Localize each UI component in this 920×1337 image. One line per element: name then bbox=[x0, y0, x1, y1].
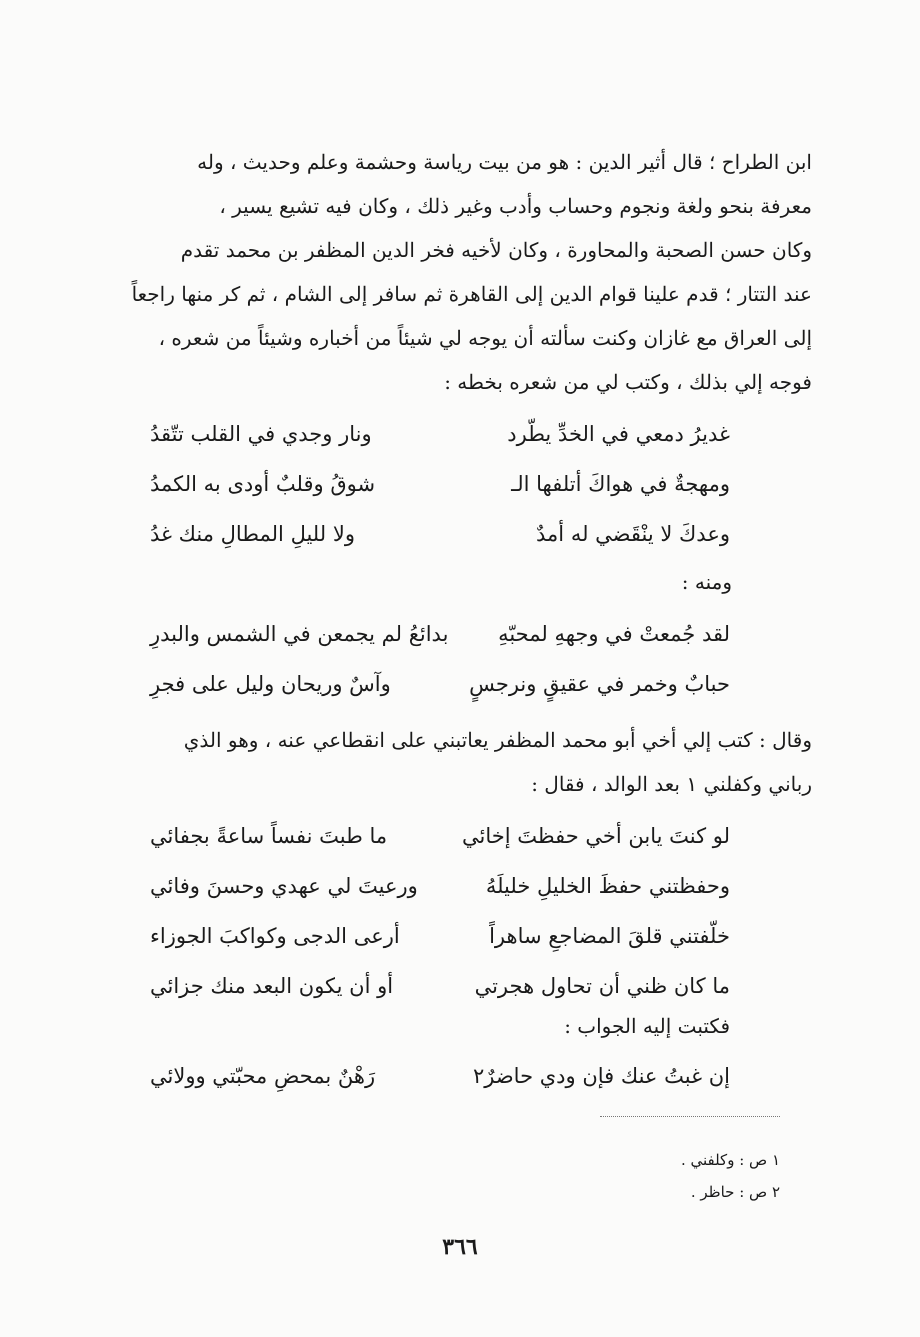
footnote-separator bbox=[600, 1116, 780, 1117]
verse-second-hemistich: ما طبتَ نفساً ساعةً بجفائي bbox=[150, 824, 388, 848]
verse-line bbox=[150, 414, 730, 464]
verse-line bbox=[150, 1056, 730, 1106]
text-line: إلى العراق مع غازان وكنت سألته أن يوجه لي شيئاً من أخباره وشيئاً من شعره ، bbox=[158, 326, 812, 350]
verse-second-hemistich: شوقُ وقلبٌ أودى به الكمدُ bbox=[150, 472, 376, 496]
poem-4 bbox=[150, 1056, 730, 1106]
verse-first-hemistich: خلّفتني قلقَ المضاجعِ ساهراً bbox=[489, 924, 730, 948]
reply-label: فكتبت إليه الجواب : bbox=[564, 1014, 730, 1038]
verse-first-hemistich: غديرُ دمعي في الخدِّ يطّرد bbox=[507, 422, 730, 446]
text-line: وقال : كتب إلي أخي أبو محمد المظفر يعاتبني على انقطاعي عنه ، وهو الذي bbox=[183, 728, 812, 752]
verse-second-hemistich: ولا لليلِ المطالِ منك غدُ bbox=[150, 522, 355, 546]
poem-1 bbox=[150, 414, 730, 564]
verse-line bbox=[150, 614, 730, 664]
text-line: فوجه إلي بذلك ، وكتب لي من شعره بخطه : bbox=[444, 370, 812, 394]
text-line: ابن الطراح ؛ قال أثير الدين : هو من بيت رياسة وحشمة وعلم وحديث ، وله bbox=[197, 150, 812, 174]
verse-line bbox=[150, 664, 730, 714]
poem-3 bbox=[150, 816, 730, 1016]
verse-second-hemistich: أو أن يكون البعد منك جزائي bbox=[150, 974, 394, 998]
intro-paragraph bbox=[100, 140, 812, 404]
verse-second-hemistich: أرعى الدجى وكواكبَ الجوزاء bbox=[150, 924, 400, 948]
verse-first-hemistich: وحفظتني حفظَ الخليلِ خليلَهُ bbox=[485, 874, 730, 898]
footnote: ١ ص : وكلفني . bbox=[680, 1151, 780, 1169]
text-line: عند التتار ؛ قدم علينا قوام الدين إلى القاهرة ثم سافر إلى الشام ، ثم كر منها راجعاً bbox=[131, 282, 812, 306]
verse-second-hemistich: رَهْنٌ بمحضِ محبّتي وولائي bbox=[150, 1064, 376, 1088]
verse-first-hemistich: ما كان ظني أن تحاول هجرتي bbox=[474, 974, 730, 998]
verse-second-hemistich: بدائعُ لم يجمعن في الشمس والبدرِ bbox=[150, 622, 449, 646]
text-line: رباني وكفلني ١ بعد الوالد ، فقال : bbox=[531, 772, 812, 796]
verse-first-hemistich: لو كنتَ يابن أخي حفظتَ إخائي bbox=[462, 824, 730, 848]
verse-first-hemistich: وعدكَ لا ينْقَضي له أمدٌ bbox=[536, 522, 730, 546]
verse-line bbox=[150, 866, 730, 916]
verse-line bbox=[150, 916, 730, 966]
page-number: ٣٦٦ bbox=[442, 1234, 478, 1260]
verse-line bbox=[150, 464, 730, 514]
verse-first-hemistich: حبابٌ وخمر في عقيقٍ ونرجسٍ bbox=[469, 672, 730, 696]
verse-first-hemistich: لقد جُمعتْ في وجههِ لمحبّهِ bbox=[498, 622, 730, 646]
verse-second-hemistich: وآسٌ وريحان وليل على فجرِ bbox=[150, 672, 391, 696]
verse-first-hemistich: ومهجةٌ في هواكَ أتلفها الـ bbox=[511, 472, 730, 496]
verse-line bbox=[150, 816, 730, 866]
text-line: معرفة بنحو ولغة ونجوم وحساب وأدب وغير ذلك ، وكان فيه تشيع يسير ، bbox=[219, 194, 812, 218]
footnote: ٢ ص : حاظر . bbox=[690, 1183, 780, 1201]
verse-second-hemistich: ونار وجدي في القلب تتّقدُ bbox=[150, 422, 372, 446]
text-line: وكان حسن الصحبة والمحاورة ، وكان لأخيه فخر الدين المظفر بن محمد تقدم bbox=[180, 238, 812, 262]
minhu-label: ومنه : bbox=[681, 570, 732, 594]
verse-line bbox=[150, 514, 730, 564]
middle-paragraph bbox=[100, 718, 812, 806]
poem-2 bbox=[150, 614, 730, 714]
verse-second-hemistich: ورعيتَ لي عهدي وحسنَ وفائي bbox=[150, 874, 418, 898]
verse-first-hemistich: إن غبتُ عنك فإن ودي حاضرٌ٢ bbox=[472, 1064, 730, 1088]
